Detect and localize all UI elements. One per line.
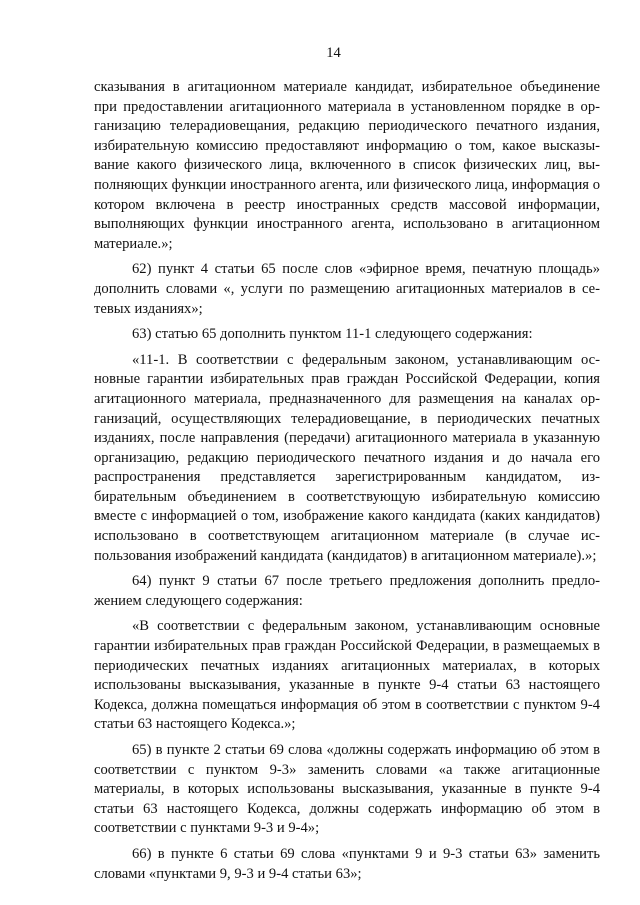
paragraph-item-63: 63) статью 65 дополнить пунктом 11-1 следующего содержания: (132, 326, 533, 343)
document-body (94, 78, 600, 890)
paragraph-quote-67: «В соответствии с федеральным законом, устанавливающим основные гарантии избирательных прав граждан Российской Федерации, в размещаемых в периодических печатных изданиях агитационных материалах, в которых использованы высказывания, указанные в пункте 9-4 статьи 63 настоящего Кодекса, должна помещаться информация об этом в соответствии с пунктом 9-4 статьи 63 настоящего Кодекса.»; (94, 618, 600, 733)
paragraph-item-62: 62) пункт 4 статьи 65 после слов «эфирное время, печатную площадь» дополнить словами «, услуги по размещению агитационных материалов в сетевых изданиях»; (94, 261, 600, 317)
paragraph-item-66: 66) в пункте 6 статьи 69 слова «пунктами 9 и 9-3 статьи 63» заменить словами «пунктами 9, 9-3 и 9-4 статьи 63»; (94, 845, 600, 882)
paragraph-item-64: 64) пункт 9 статьи 67 после третьего предложения дополнить предложением следующего содержания: (94, 573, 600, 609)
page-number: 14 (326, 45, 341, 61)
paragraph-item-65: 65) в пункте 2 статьи 69 слова «должны содержать информацию об этом в соответствии с пунктом 9-3» заменить словами «а также агитационные материалы, в которых использованы высказывания, указанные в пункте 9-4 статьи 63 настоящего Кодекса, должны содержать информацию об этом в соответствии с пунктами 9-3 и 9-4»; (94, 742, 600, 837)
paragraph-quote-11-1: «11-1. В соответствии с федеральным законом, устанавливающим основные гарантии избирательных прав граждан Российской Федерации, копия агитационного материала, предназначенного для размещения на каналах организаций, осуществляющих телерадиовещание, в периодических печатных изданиях, после направления (передачи) агитационного материала в указанную организацию, редакцию периодического печатного издания и до начала его распространения представляется зарегистрированным кандидатом, избирательным объединением в соответствующую избирательную комиссию вместе с информацией о том, изображение какого кандидата (каких кандидатов) использовано в соответствующем агитационном материале (в случае использования изображений кандидата (кандидатов) в агитационном материале).»; (94, 351, 600, 564)
paragraph-continuation: сказывания в агитационном материале кандидат, избирательное объединение при предоставлении агитационного материала в установленном порядке в организацию телерадиовещания, редакцию периодического печатного издания, избирательную комиссию предоставляют информацию о том, какое высказывание какого физического лица, включенного в список физических лиц, выполняющих функции иностранного агента, или физического лица, информация о котором включена в реестр иностранных средств массовой информации, выполняющих функции иностранного агента, использовано в агитационном материале.»; (94, 79, 600, 252)
